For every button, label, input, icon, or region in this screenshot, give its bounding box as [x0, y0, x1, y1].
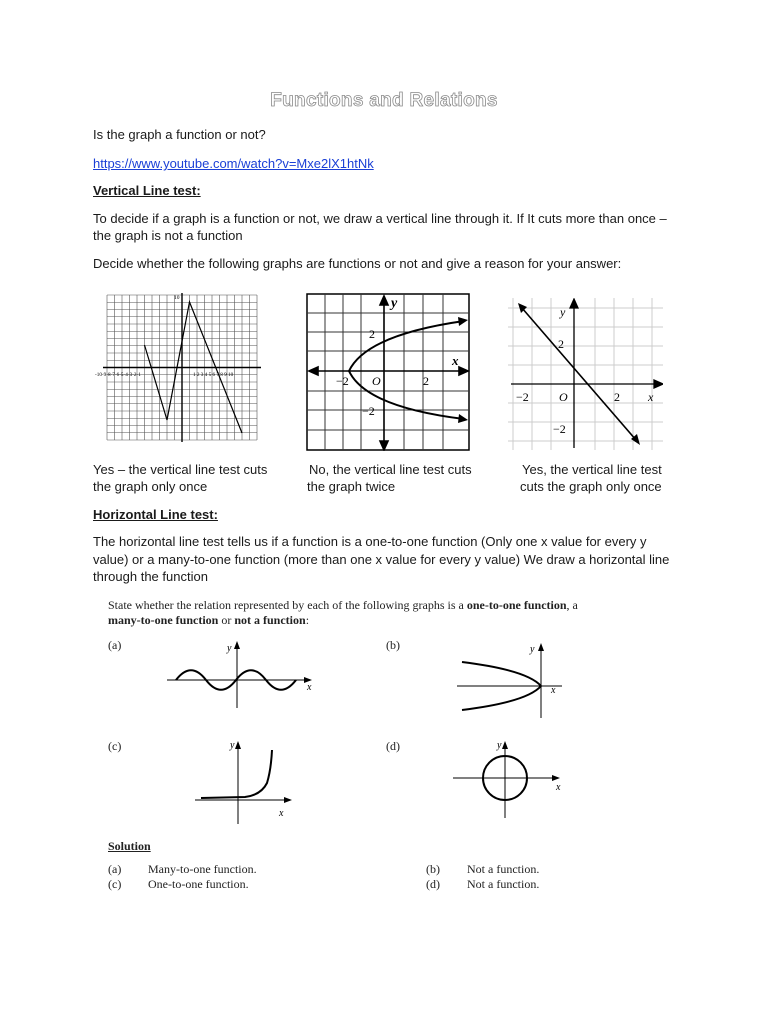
graph-2-parabola	[306, 293, 470, 451]
graph-2-x-tick: 2	[423, 374, 429, 388]
vertical-test-para-line2: the graph is not a function	[93, 228, 243, 243]
graph-3-y-tick: 2	[558, 337, 564, 351]
exercise-prompt-2d: :	[305, 613, 310, 627]
graph-3-neg-x-tick: −2	[516, 390, 529, 404]
graph-d-y-label: y	[497, 740, 502, 751]
exercise-prompt-2a: many-to-one function	[108, 613, 219, 627]
exercise-prompt-1c: , a	[566, 598, 578, 612]
vertical-test-instruction: Decide whether the following graphs are functions or not and give a reason for your answer:	[93, 256, 622, 271]
graph-a-y-label: y	[227, 643, 232, 654]
solution-c-label: (c)	[108, 877, 122, 891]
graph-1-answer-line2: the graph only once	[93, 479, 208, 494]
graph-3-y-label: y	[560, 305, 566, 319]
graph-c-exponential	[195, 738, 295, 826]
graph-3-x-label: x	[648, 390, 654, 404]
exercise-prompt-1a: State whether the relation represented by each of the following graphs is a	[108, 598, 467, 612]
graph-2-neg-x-tick: −2	[336, 374, 349, 388]
graph-b-parabola	[452, 640, 572, 720]
horizontal-test-para-line2: value) or a many-to-one function (more than one x value for every y value) We draw a horizontal line	[93, 552, 670, 567]
exercise-prompt-1b: one-to-one function	[466, 598, 567, 612]
exercise-prompt-2c: not a function	[234, 613, 306, 627]
exercise-prompt-line2	[108, 613, 309, 628]
graph-d-x-label: x	[556, 782, 561, 793]
graph-3-neg-y-tick: −2	[553, 422, 566, 436]
graph-c-x-label: x	[279, 808, 284, 819]
graph-c-curve	[201, 750, 272, 798]
graph-d-circle	[450, 738, 570, 828]
part-c-label: (c)	[108, 739, 122, 753]
vertical-test-heading: Vertical Line test:	[93, 183, 201, 198]
solution-b-label: (b)	[426, 862, 440, 876]
graph-2-y-label: y	[391, 296, 398, 311]
graph-3-curve	[522, 308, 636, 440]
graph-2-answer-line2: the graph twice	[307, 479, 396, 494]
graph-a-sine	[162, 640, 322, 710]
graph-3-x-tick: 2	[614, 390, 620, 404]
solution-c-text: One-to-one function.	[148, 877, 249, 891]
exercise-prompt-line1	[108, 598, 578, 613]
solution-b-text: Not a function.	[467, 862, 540, 876]
part-d-label: (d)	[386, 739, 400, 753]
graph-a-x-label: x	[307, 682, 312, 693]
solution-heading: Solution	[108, 839, 151, 853]
graph-b-y-label: y	[530, 644, 535, 655]
graph-2-answer-line1: No, the vertical line test cuts	[309, 462, 472, 477]
graph-1-x-neg-ticks: -10-9-8-7-6-5-4-3-2-1	[95, 372, 141, 378]
graph-3-answer-line1: Yes, the vertical line test	[522, 462, 662, 477]
solution-a-text: Many-to-one function.	[148, 862, 257, 876]
horizontal-test-para-line3: through the function	[93, 569, 208, 584]
exercise-prompt-2b: or	[218, 613, 235, 627]
solution-d-label: (d)	[426, 877, 440, 891]
horizontal-test-para-line1: The horizontal line test tells us if a function is a one-to-one function (Only one x value for every y	[93, 534, 647, 549]
graph-2-origin: O	[372, 374, 381, 388]
graph-2-x-label: x	[452, 353, 459, 368]
graph-1-answer-line1: Yes – the vertical line test cuts	[93, 462, 268, 477]
graph-1-x-pos-ticks: 1 2 3 4 5 6 7 8 9 10	[193, 372, 234, 378]
graph-3-answer-line2: cuts the graph only once	[520, 479, 662, 494]
part-a-label: (a)	[108, 638, 122, 652]
solution-d-text: Not a function.	[467, 877, 540, 891]
graph-3-origin: O	[559, 390, 568, 404]
graph-2-y-tick: 2	[369, 327, 375, 341]
solution-a-label: (a)	[108, 862, 122, 876]
vertical-test-para-line1: To decide if a graph is a function or not, we draw a vertical line through it. If It cuts more than once –	[93, 211, 667, 226]
page-title: Functions and Relations	[270, 90, 498, 111]
horizontal-test-heading: Horizontal Line test:	[93, 507, 218, 522]
video-link[interactable]: https://www.youtube.com/watch?v=Mxe2lX1htNk	[93, 156, 374, 171]
graph-b-x-label: x	[551, 685, 556, 696]
graph-3-line	[508, 298, 663, 450]
graph-2-neg-y-tick: −2	[362, 404, 375, 418]
graph-1-y-top-tick: 10	[174, 295, 180, 301]
graph-1-axes	[103, 293, 261, 442]
graph-c-y-label: y	[230, 740, 235, 751]
part-b-label: (b)	[386, 638, 400, 652]
graph-1-piecewise	[93, 290, 271, 445]
question-text: Is the graph a function or not?	[93, 127, 266, 142]
